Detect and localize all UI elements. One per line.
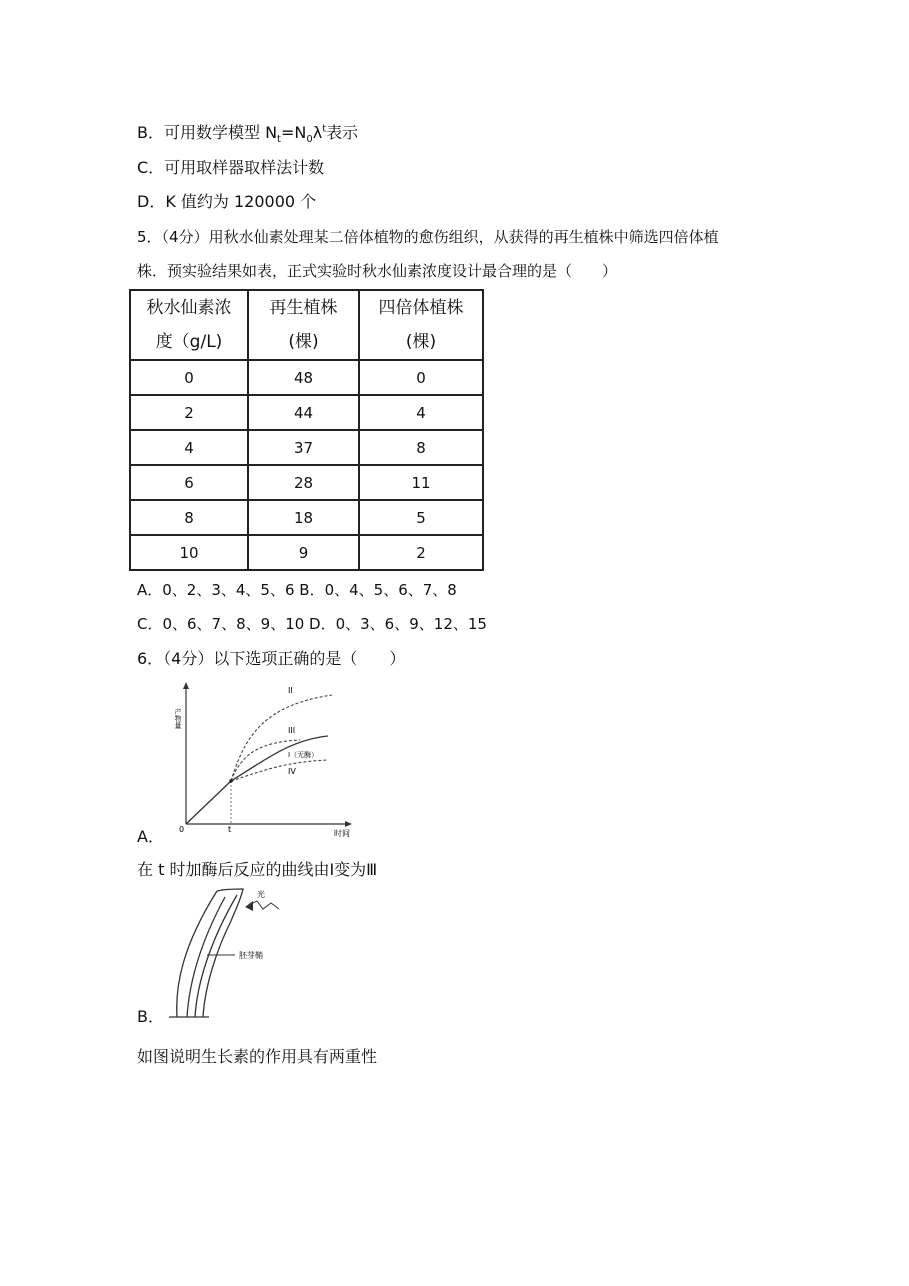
q6-option-b-label: B．	[137, 1007, 164, 1026]
header-tetraploid: 四倍体植株 (棵)	[359, 290, 483, 360]
option-b-q4: B．可用数学模型 $N_t=N_0\lambda^t$表示	[137, 123, 359, 146]
light-arrow	[245, 901, 253, 911]
curve-label-IV: IV	[288, 767, 296, 776]
curve-initial	[186, 781, 231, 824]
enzyme-reaction-graph	[170, 680, 370, 840]
light-wave	[249, 901, 279, 909]
option-d-q4: D．K 值约为 120000 个	[137, 192, 317, 211]
q5-stem-line2: 株．预实验结果如表，正式实验时秋水仙素浓度设计最合理的是（ ）	[137, 262, 618, 280]
q5-options-ab: A．0、2、3、4、5、6 B．0、4、5、6、7、8	[137, 581, 457, 599]
header-regenerated: 再生植株 (棵)	[248, 290, 359, 360]
q6-option-b-text: 如图说明生长素的作用具有两重性	[137, 1047, 378, 1066]
q6-option-a-text: 在 t 时加酶后反应的曲线由Ⅰ变为Ⅲ	[137, 860, 378, 879]
t-label: t	[228, 825, 232, 834]
table-row: 4 37 8	[130, 430, 483, 465]
table-row: 10 9 2	[130, 535, 483, 570]
q6-stem: 6．（4分）以下选项正确的是（ ）	[137, 649, 406, 668]
y-axis-label: 产物量	[174, 708, 182, 729]
table-row: 6 28 11	[130, 465, 483, 500]
option-c-q4: C．可用取样器取样法计数	[137, 158, 325, 177]
table-header-row	[130, 290, 483, 360]
t-point	[229, 779, 233, 783]
curve-label-III: III	[288, 726, 296, 735]
table-row: 8 18 5	[130, 500, 483, 535]
x-axis-arrow	[345, 821, 352, 827]
origin-label: 0	[179, 825, 185, 834]
q6-option-a-label: A．	[137, 827, 164, 846]
curve-label-I: I（无酶）	[288, 751, 319, 759]
table-row: 0 48 0	[130, 360, 483, 395]
curve-label-II: II	[288, 686, 293, 695]
table-row: 2 44 4	[130, 395, 483, 430]
q5-options-cd: C．0、6、7、8、9、10 D．0、3、6、9、12、15	[137, 615, 487, 633]
coleoptile-inner-edge-1	[187, 897, 225, 1017]
header-concentration: 秋水仙素浓 度（g/L)	[130, 290, 248, 360]
coleoptile-figure	[165, 885, 285, 1023]
colchicine-table	[129, 289, 484, 571]
light-label: 光	[257, 890, 265, 899]
curve-IV	[231, 760, 328, 781]
coleoptile-label: 胚芽鞘	[239, 951, 263, 960]
q5-stem-line1: 5．（4分）用秋水仙素处理某二倍体植物的愈伤组织，从获得的再生植株中筛选四倍体植	[137, 228, 719, 246]
x-axis-label: 时间	[334, 829, 350, 838]
y-axis-arrow	[183, 682, 189, 689]
